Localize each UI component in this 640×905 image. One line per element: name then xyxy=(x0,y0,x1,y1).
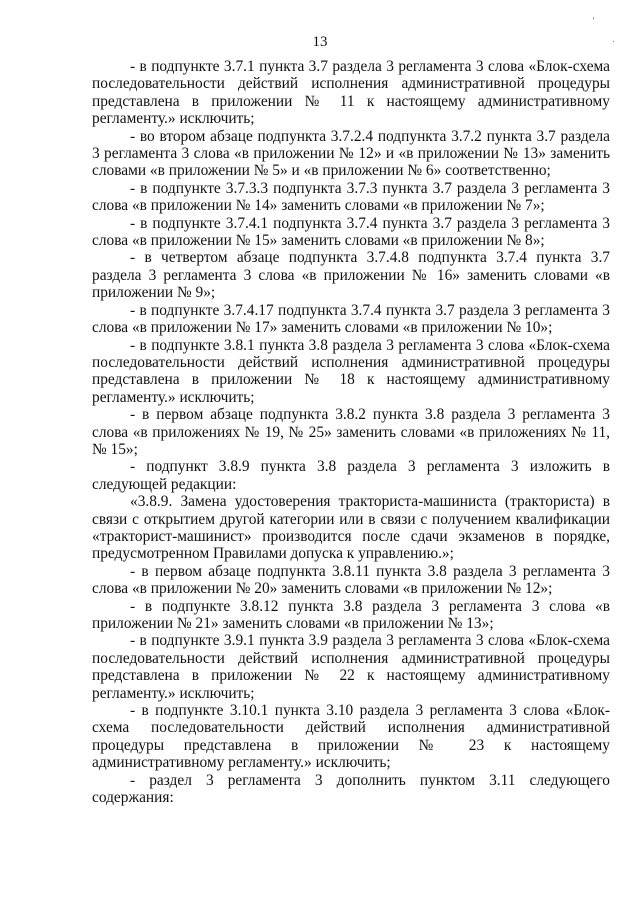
paragraph: - в подпункте 3.7.1 пункта 3.7 раздела 3 регламента 3 слова «Блок-схема последовательности действий исполнения административной процедуры представлена в приложении № 11 к настоящему административному регламенту.» исключить; xyxy=(92,58,610,128)
page-number: 13 xyxy=(312,34,328,50)
document-body xyxy=(92,58,610,806)
paragraph: - в подпункте 3.8.1 пункта 3.8 раздела 3 регламента 3 слова «Блок-схема последовательности действий исполнения административной процедуры представлена в приложении № 18 к настоящему административному регламенту.» исключить; xyxy=(92,336,610,406)
paragraph: - в первом абзаце подпункта 3.8.11 пункта 3.8 раздела 3 регламента 3 слова «в приложении № 20» заменить словами «в приложении № 12»; xyxy=(92,562,610,598)
scan-speck: ' xyxy=(592,16,595,27)
paragraph: - в подпункте 3.8.12 пункта 3.8 раздела 3 регламента 3 слова «в приложении № 21» заменить словами «в приложении № 13»; xyxy=(92,597,610,632)
paragraph: - в первом абзаце подпункта 3.8.2 пункта 3.8 раздела 3 регламента 3 слова «в приложениях № 19, № 25» заменить словами «в приложениях № 11, № 15»; xyxy=(92,406,610,458)
paragraph: - в подпункте 3.7.3.3 подпункта 3.7.3 пункта 3.7 раздела 3 регламента 3 слова «в приложении № 14» заменить словами «в приложении № 7»; xyxy=(92,179,610,215)
paragraph: - в подпункте 3.7.4.1 подпункта 3.7.4 пункта 3.7 раздела 3 регламента 3 слова «в приложении № 15» заменить словами «в приложении № 8»; xyxy=(92,214,610,250)
paragraph: - в подпункте 3.9.1 пункта 3.9 раздела 3 регламента 3 слова «Блок-схема последовательности действий исполнения административной процедуры представлена в приложении № 22 к настоящему административному регламенту.» исключить; xyxy=(92,632,610,702)
paragraph: - раздел 3 регламента 3 дополнить пунктом 3.11 следующего содержания: xyxy=(92,771,610,807)
paragraph: - в четвертом абзаце подпункта 3.7.4.8 подпункта 3.7.4 пункта 3.7 раздела 3 регламента 3 слова «в приложении № 16» заменить словами «в приложении № 9»; xyxy=(92,249,610,302)
quoted-paragraph: «3.8.9. Замена удостоверения тракториста-машиниста (тракториста) в связи с открытием другой категории или в связи с получением квалификации «тракторист-машинист» производится после сдачи экзаменов в порядке, предусмотренном Правилами допуска к управлению.»; xyxy=(92,493,610,563)
paragraph: - подпункт 3.8.9 пункта 3.8 раздела 3 регламента 3 изложить в следующей редакции: xyxy=(92,458,610,493)
paragraph: - во втором абзаце подпункта 3.7.2.4 подпункта 3.7.2 пункта 3.7 раздела 3 регламента 3 слова «в приложении № 12» и «в приложении № 13» заменить словами «в приложении № 5» и «в приложении № 6» соответственно; xyxy=(92,127,610,180)
scan-speck: . xyxy=(612,34,616,45)
paragraph: - в подпункте 3.10.1 пункта 3.10 раздела 3 регламента 3 слова «Блок-схема последовательности действий исполнения административной процедуры представлена в приложении № 23 к настоящему административному регламенту.» исключить; xyxy=(92,702,610,772)
paragraph: - в подпункте 3.7.4.17 подпункта 3.7.4 пункта 3.7 раздела 3 регламента 3 слова «в приложении № 17» заменить словами «в приложении № 10»; xyxy=(92,301,610,337)
